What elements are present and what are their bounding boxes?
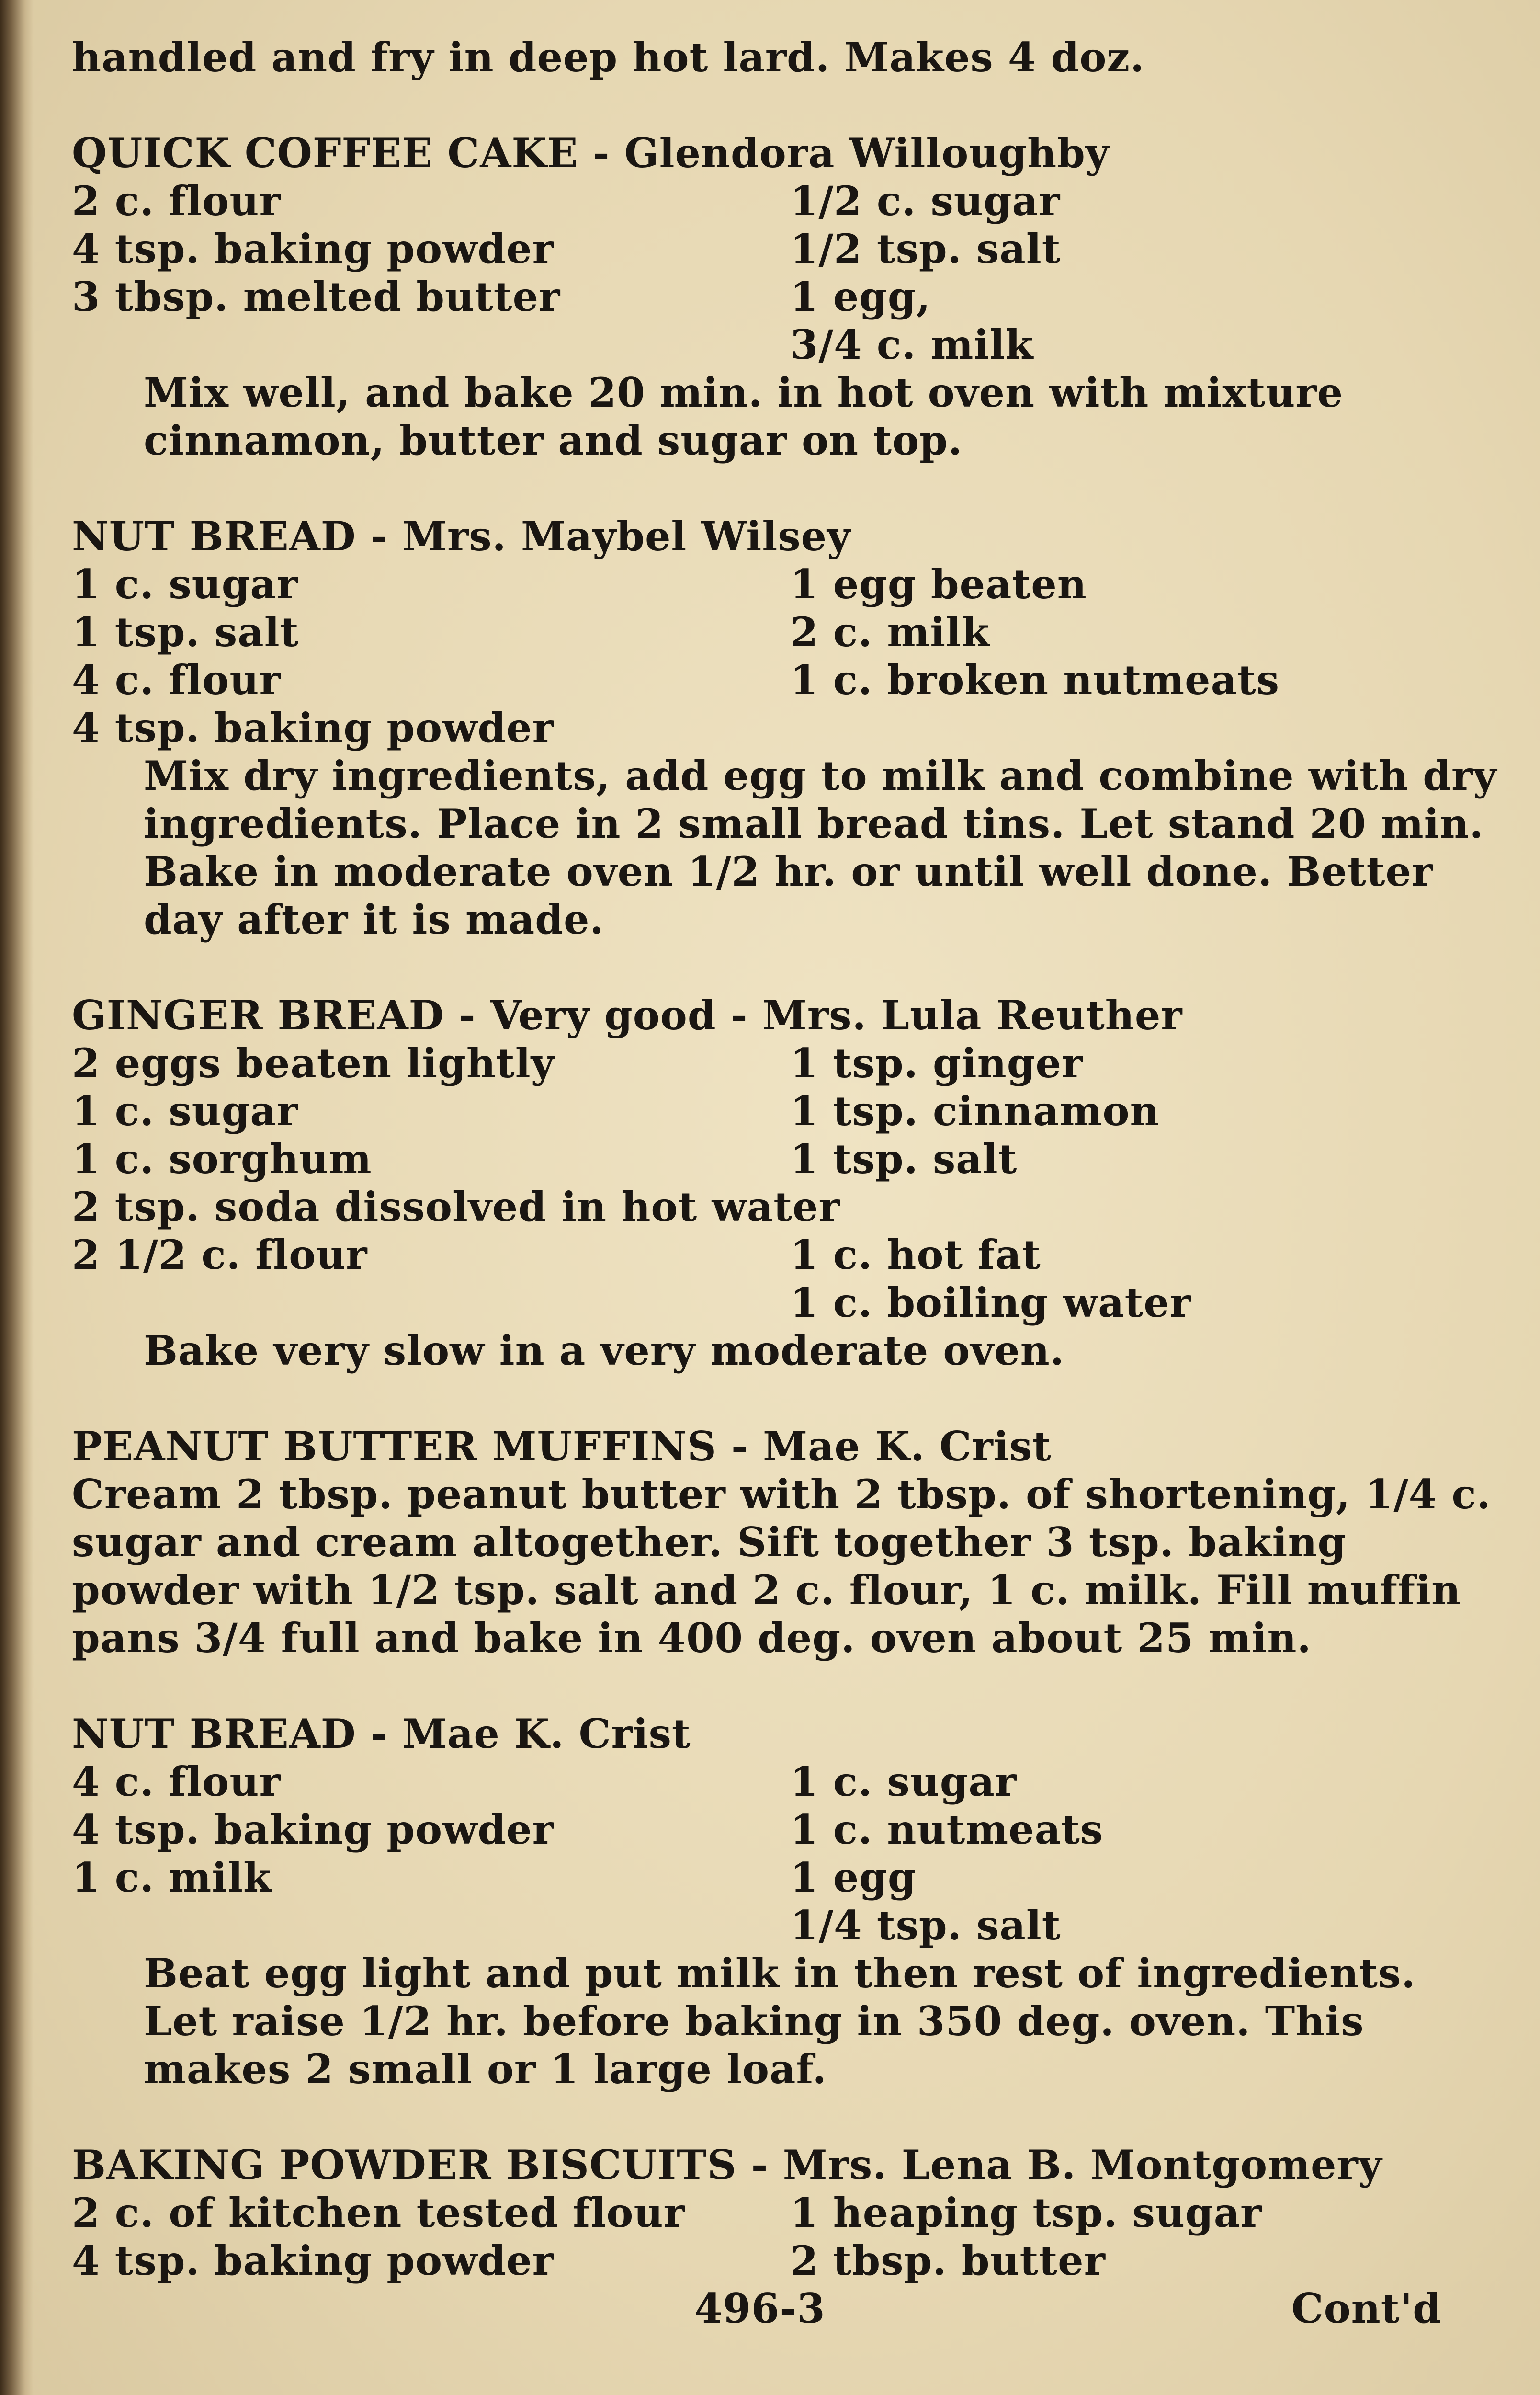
ingredient-right: 1/2 c. sugar xyxy=(790,177,1061,225)
page-content xyxy=(72,34,1499,2333)
ingredient-right: 3/4 c. milk xyxy=(790,321,1034,368)
page-binding-edge xyxy=(0,0,34,2395)
spacer xyxy=(72,1375,1499,1423)
ingredient-right: 1/4 tsp. salt xyxy=(790,1902,1061,1949)
ingredient-row xyxy=(72,177,1499,225)
ingredient-right: 1 tsp. cinnamon xyxy=(790,1087,1160,1135)
ingredient-row xyxy=(72,1902,1499,1950)
ingredient-row xyxy=(72,1039,1499,1087)
ingredient-left: 2 c. of kitchen tested flour xyxy=(72,2189,685,2236)
ingredient-right xyxy=(790,1183,1499,1231)
ingredient-right: 1 c. sugar xyxy=(790,1758,1017,1805)
ingredient-right xyxy=(790,704,1499,752)
recipe-title: BAKING POWDER BISCUITS - Mrs. Lena B. Montgomery xyxy=(72,2141,1382,2189)
ingredient-left: 1 c. sorghum xyxy=(72,1135,372,1183)
ingredient-row xyxy=(72,608,1499,656)
ingredient-right: 2 tbsp. butter xyxy=(790,2237,1106,2284)
intro-line: handled and fry in deep hot lard. Makes 4 doz. xyxy=(72,34,1145,81)
spacer xyxy=(72,81,1499,129)
ingredient-row xyxy=(72,225,1499,273)
ingredient-left xyxy=(72,1902,790,1950)
recipe-nut-bread-crist xyxy=(72,1710,1499,2093)
ingredient-row xyxy=(72,1087,1499,1135)
ingredient-left xyxy=(72,321,790,369)
ingredient-row xyxy=(72,560,1499,608)
ingredient-left: 1 c. sugar xyxy=(72,1087,299,1135)
ingredient-right: 1 tsp. salt xyxy=(790,1135,1018,1183)
ingredient-left: 4 tsp. baking powder xyxy=(72,225,554,273)
continued-label: Cont'd xyxy=(1291,2285,1441,2332)
page-number: 496-3 xyxy=(694,2285,826,2332)
spacer xyxy=(72,2093,1499,2141)
ingredient-row xyxy=(72,2237,1499,2285)
recipe-baking-powder-biscuits xyxy=(72,2141,1499,2285)
recipe-instructions: Mix well, and bake 20 min. in hot oven with mixture cinnamon, butter and sugar on top. xyxy=(144,369,1344,464)
ingredient-left: 4 tsp. baking powder xyxy=(72,704,554,752)
recipe-instructions: Mix dry ingredients, add egg to milk and combine with dry ingredients. Place in 2 small bread tins. Let stand 20 min. Bake in moderate oven 1/2 hr. or until well done. Better day after it is made. xyxy=(144,752,1497,943)
ingredient-row xyxy=(72,273,1499,321)
spacer xyxy=(72,1662,1499,1710)
ingredient-right: 1 c. hot fat xyxy=(790,1231,1041,1278)
ingredient-right: 1 c. broken nutmeats xyxy=(790,656,1280,704)
ingredient-row xyxy=(72,1758,1499,1806)
ingredient-left: 2 tsp. soda dissolved in hot water xyxy=(72,1183,840,1231)
recipe-peanut-butter-muffins xyxy=(72,1423,1499,1662)
recipe-ginger-bread xyxy=(72,992,1499,1375)
ingredient-left: 4 c. flour xyxy=(72,1758,281,1805)
ingredient-row xyxy=(72,321,1499,369)
ingredient-row xyxy=(72,1806,1499,1854)
ingredient-row xyxy=(72,656,1499,704)
recipe-instructions: Beat egg light and put milk in then rest of ingredients. Let raise 1/2 hr. before baking in 350 deg. oven. This makes 2 small or 1 large loaf. xyxy=(144,1950,1416,2093)
ingredient-row xyxy=(72,1183,1499,1231)
ingredient-row xyxy=(72,704,1499,752)
ingredient-left: 1 tsp. salt xyxy=(72,608,299,656)
recipe-title: NUT BREAD - Mae K. Crist xyxy=(72,1710,691,1757)
ingredient-left: 4 tsp. baking powder xyxy=(72,1806,554,1853)
ingredient-row xyxy=(72,1854,1499,1902)
ingredient-right: 1 egg xyxy=(790,1854,917,1901)
ingredient-right: 1 tsp. ginger xyxy=(790,1039,1084,1087)
ingredient-row xyxy=(72,1231,1499,1279)
recipe-instructions: Bake very slow in a very moderate oven. xyxy=(144,1327,1064,1374)
ingredient-right: 1 c. boiling water xyxy=(790,1279,1192,1326)
ingredient-right: 1 heaping tsp. sugar xyxy=(790,2189,1262,2236)
recipe-nut-bread-wilsey xyxy=(72,513,1499,944)
ingredient-right: 1/2 tsp. salt xyxy=(790,225,1061,273)
ingredient-left: 2 c. flour xyxy=(72,177,281,225)
ingredient-right: 1 egg beaten xyxy=(790,560,1087,608)
ingredient-left: 2 eggs beaten lightly xyxy=(72,1039,555,1087)
recipe-title: PEANUT BUTTER MUFFINS - Mae K. Crist xyxy=(72,1423,1052,1470)
recipe-title: QUICK COFFEE CAKE - Glendora Willoughby xyxy=(72,129,1110,177)
ingredient-right: 1 egg, xyxy=(790,273,931,320)
ingredient-left: 3 tbsp. melted butter xyxy=(72,273,561,320)
ingredient-left: 4 tsp. baking powder xyxy=(72,2237,554,2284)
ingredient-right: 1 c. nutmeats xyxy=(790,1806,1104,1853)
page-footer xyxy=(72,2285,1499,2333)
ingredient-left: 2 1/2 c. flour xyxy=(72,1231,368,1278)
ingredient-left: 4 c. flour xyxy=(72,656,281,704)
ingredient-row xyxy=(72,2189,1499,2237)
ingredient-row xyxy=(72,1279,1499,1327)
ingredient-row xyxy=(72,1135,1499,1183)
ingredient-left xyxy=(72,1279,790,1327)
recipe-title: GINGER BREAD - Very good - Mrs. Lula Reuther xyxy=(72,992,1183,1039)
spacer xyxy=(72,465,1499,513)
ingredient-left: 1 c. milk xyxy=(72,1854,272,1901)
recipe-instructions: Cream 2 tbsp. peanut butter with 2 tbsp. of shortening, 1/4 c. sugar and cream altogether. Sift together 3 tsp. baking powder with 1/2 tsp. salt and 2 c. flour, 1 c. milk. Fill muffin pans 3/4 full and bake in 400 deg. oven about 25 min. xyxy=(72,1471,1491,1662)
ingredient-right: 2 c. milk xyxy=(790,608,990,656)
recipe-quick-coffee-cake xyxy=(72,129,1499,465)
ingredient-left: 1 c. sugar xyxy=(72,560,299,608)
spacer xyxy=(72,944,1499,992)
recipe-title: NUT BREAD - Mrs. Maybel Wilsey xyxy=(72,513,851,560)
